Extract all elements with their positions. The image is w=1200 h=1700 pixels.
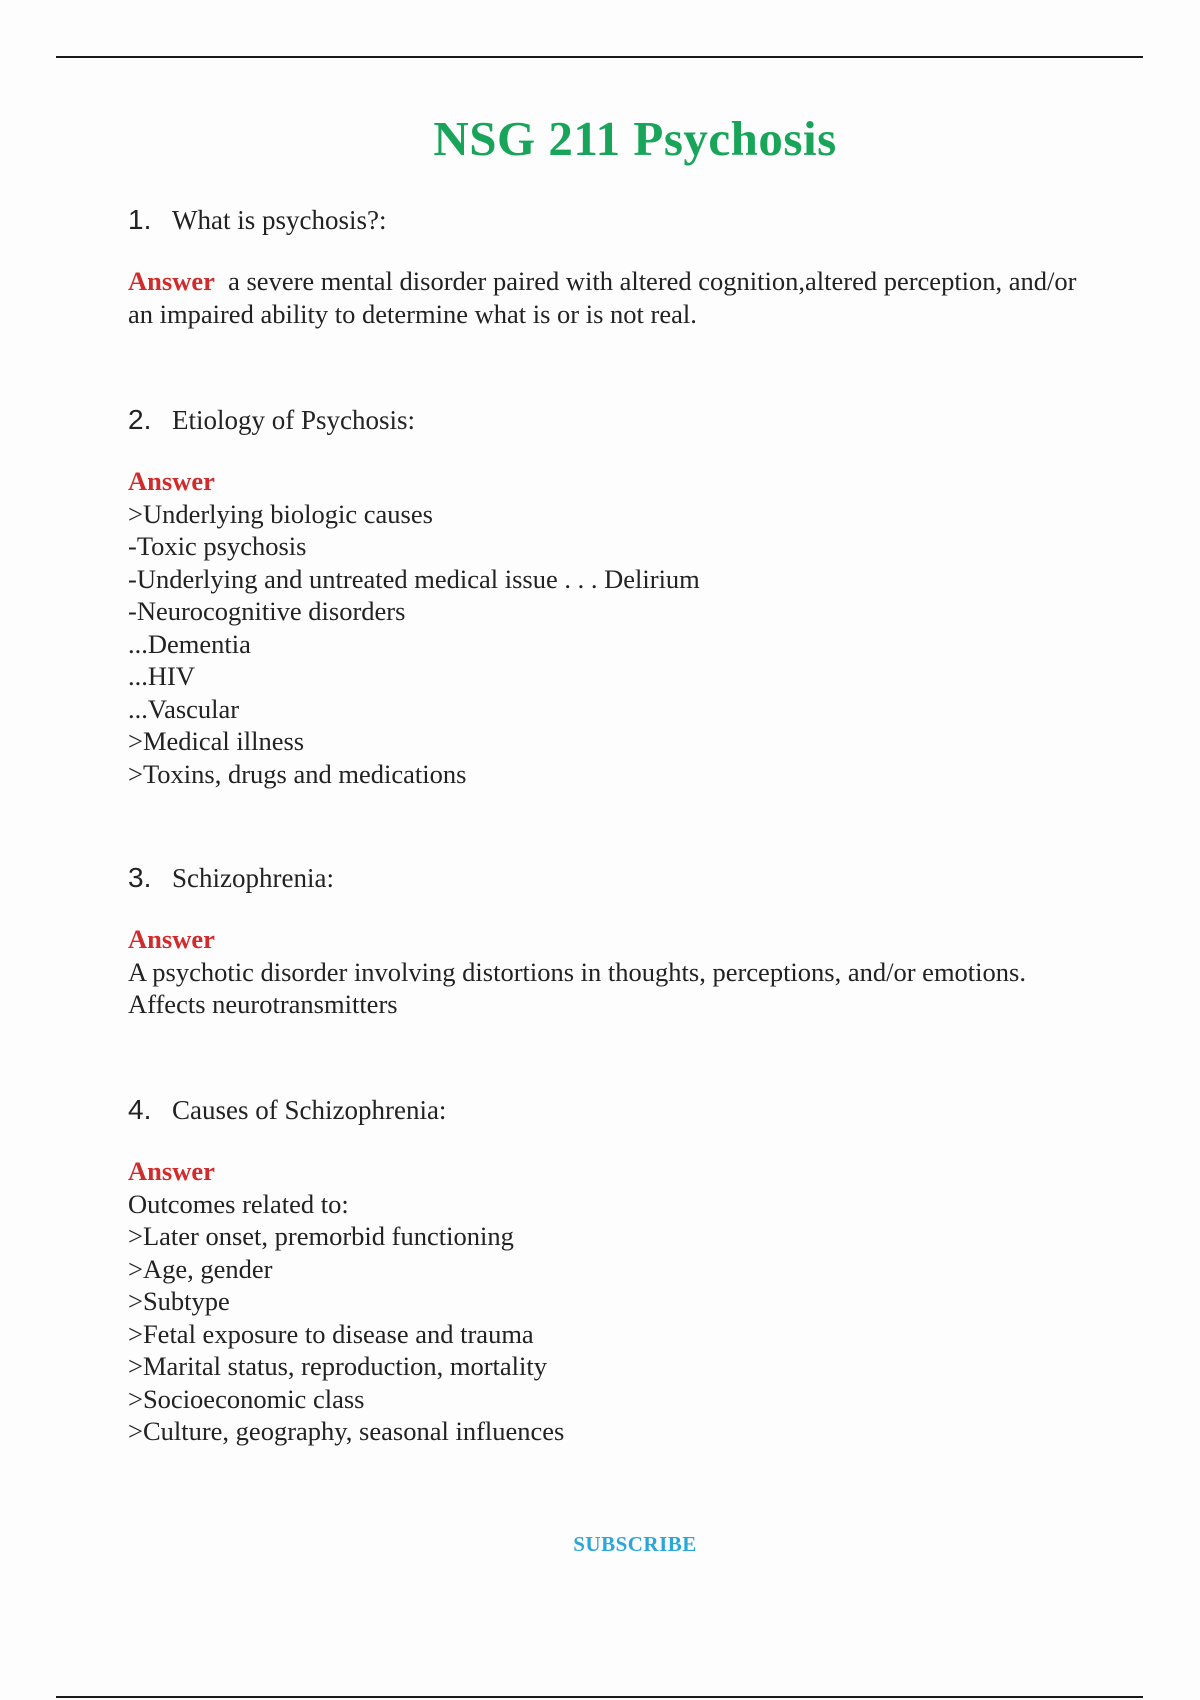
answer-block xyxy=(128,465,1148,790)
answer-label: Answer xyxy=(128,924,215,954)
answer-label: Answer xyxy=(128,266,215,296)
question-row xyxy=(128,403,1148,437)
answer-line: -Toxic psychosis xyxy=(128,531,307,561)
question-number: 4. xyxy=(128,1094,152,1125)
answer-line: -Neurocognitive disorders xyxy=(128,596,406,626)
question-row xyxy=(128,1093,1148,1127)
answer-line: >Culture, geography, seasonal influences xyxy=(128,1416,565,1446)
answer-line: A psychotic disorder involving distortions in thoughts, perceptions, and/or emotions. xyxy=(128,956,1026,987)
question-number: 2. xyxy=(128,404,152,435)
answer-line: Affects neurotransmitters xyxy=(128,989,398,1019)
answer-line: >Fetal exposure to disease and trauma xyxy=(128,1318,534,1349)
answer-line: >Later onset, premorbid functioning xyxy=(128,1221,514,1251)
answer-block xyxy=(128,265,1148,330)
qa-item-3 xyxy=(128,861,1148,1021)
top-rule xyxy=(56,56,1143,58)
answer-line: >Toxins, drugs and medications xyxy=(128,758,467,789)
answer-line: ...Vascular xyxy=(128,693,240,724)
answer-line: >Socioeconomic class xyxy=(128,1383,365,1414)
question-text: Schizophrenia: xyxy=(172,863,334,893)
question-number: 3. xyxy=(128,862,152,893)
answer-block xyxy=(128,923,1148,1021)
question-text: Etiology of Psychosis: xyxy=(172,405,416,435)
answer-line: >Underlying biologic causes xyxy=(128,498,433,529)
answer-line: >Medical illness xyxy=(128,726,305,756)
answer-line: ...Dementia xyxy=(128,628,251,659)
answer-line: >Marital status, reproduction, mortality xyxy=(128,1351,547,1381)
bottom-rule xyxy=(56,1696,1143,1698)
answer-line: >Age, gender xyxy=(128,1253,273,1284)
subscribe-link[interactable]: SUBSCRIBE xyxy=(573,1532,697,1556)
page-title: NSG 211 Psychosis xyxy=(433,111,837,166)
answer-line: ...HIV xyxy=(128,661,195,691)
answer-line: -Underlying and untreated medical issue . . . Delirium xyxy=(128,563,700,594)
qa-item-4 xyxy=(128,1093,1148,1448)
question-row xyxy=(128,203,1148,237)
answer-text: a severe mental disorder paired with altered cognition,altered perception, and/or xyxy=(228,266,1077,296)
question-row xyxy=(128,861,1148,895)
answer-line: an impaired ability to determine what is or is not real. xyxy=(128,298,697,329)
question-number: 1. xyxy=(128,204,152,235)
qa-item-2 xyxy=(128,403,1148,790)
qa-item-1 xyxy=(128,203,1148,330)
answer-block xyxy=(128,1155,1148,1448)
answer-label: Answer xyxy=(128,466,215,496)
answer-line: Outcomes related to: xyxy=(128,1188,349,1219)
question-text: Causes of Schizophrenia: xyxy=(172,1095,447,1125)
question-text: What is psychosis?: xyxy=(172,205,387,235)
answer-line: >Subtype xyxy=(128,1286,230,1316)
answer-label: Answer xyxy=(128,1156,215,1186)
answer-line xyxy=(128,265,1148,298)
